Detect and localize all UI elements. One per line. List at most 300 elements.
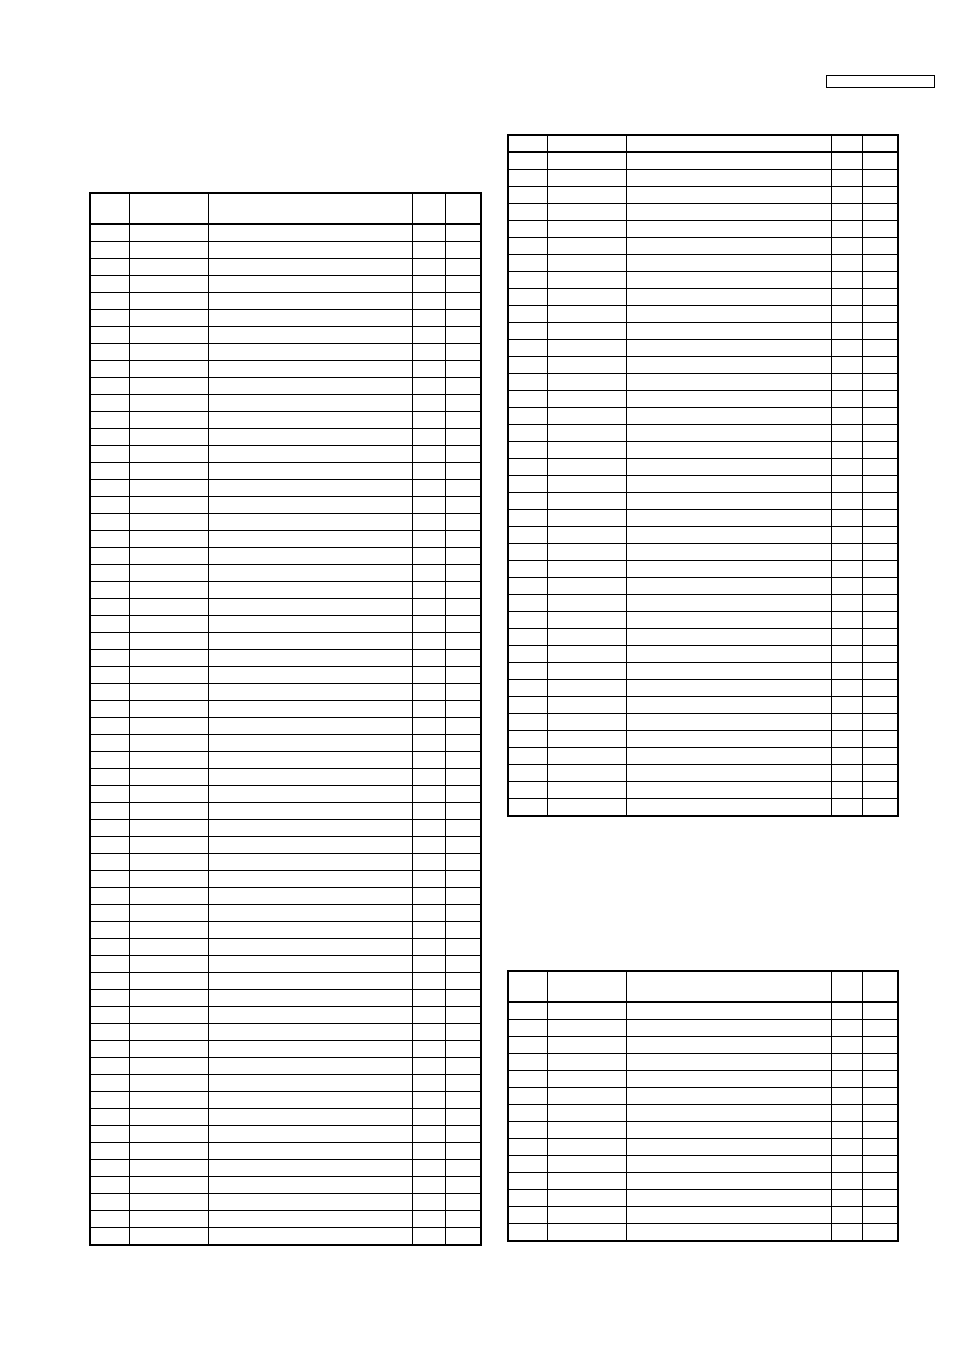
- table-cell: [626, 1020, 831, 1037]
- table-cell: [508, 1156, 547, 1173]
- table-cell: [547, 493, 626, 510]
- table-cell: [626, 357, 831, 374]
- column-header: [862, 971, 898, 1002]
- table-cell: [445, 871, 481, 888]
- table-cell: [862, 697, 898, 714]
- table-row: [90, 1058, 481, 1075]
- table-row: [90, 259, 481, 276]
- table-cell: [412, 429, 445, 446]
- table-cell: [862, 799, 898, 817]
- table-cell: [208, 497, 412, 514]
- table-cell: [626, 340, 831, 357]
- table-cell: [547, 255, 626, 272]
- table-cell: [831, 289, 862, 306]
- table-cell: [508, 1020, 547, 1037]
- table-cell: [412, 531, 445, 548]
- table-cell: [831, 578, 862, 595]
- table-cell: [208, 548, 412, 565]
- table-cell: [862, 1156, 898, 1173]
- table-cell: [626, 152, 831, 170]
- table-cell: [412, 769, 445, 786]
- table-cell: [508, 459, 547, 476]
- table-cell: [412, 752, 445, 769]
- table-cell: [862, 1105, 898, 1122]
- column-header: [129, 193, 208, 224]
- table-header-row: [90, 193, 481, 224]
- column-header: [831, 135, 862, 152]
- table-row: [90, 1160, 481, 1177]
- table-row: [90, 854, 481, 871]
- table-cell: [862, 527, 898, 544]
- table-cell: [129, 701, 208, 718]
- table-row: [508, 1139, 898, 1156]
- table-cell: [208, 888, 412, 905]
- table-cell: [445, 718, 481, 735]
- table-row: [90, 1024, 481, 1041]
- table-row: [90, 242, 481, 259]
- table-cell: [626, 476, 831, 493]
- table-cell: [547, 442, 626, 459]
- table-cell: [547, 170, 626, 187]
- table-cell: [445, 276, 481, 293]
- column-header: [547, 971, 626, 1002]
- table-cell: [208, 565, 412, 582]
- table-cell: [129, 650, 208, 667]
- table-cell: [129, 1228, 208, 1246]
- table-cell: [90, 361, 129, 378]
- table-cell: [90, 786, 129, 803]
- table-cell: [129, 599, 208, 616]
- table-cell: [208, 259, 412, 276]
- table-cell: [831, 1054, 862, 1071]
- table-cell: [208, 1007, 412, 1024]
- table-cell: [445, 531, 481, 548]
- table-cell: [90, 820, 129, 837]
- table-cell: [831, 1156, 862, 1173]
- table-cell: [208, 1126, 412, 1143]
- table-cell: [831, 357, 862, 374]
- table-cell: [129, 1092, 208, 1109]
- table-cell: [445, 1041, 481, 1058]
- parts-table-left: [89, 192, 482, 1246]
- table-cell: [862, 1020, 898, 1037]
- table-cell: [412, 378, 445, 395]
- table-cell: [90, 514, 129, 531]
- table-cell: [412, 412, 445, 429]
- table-cell: [862, 493, 898, 510]
- table-cell: [862, 1054, 898, 1071]
- table-cell: [831, 1122, 862, 1139]
- table-row: [90, 922, 481, 939]
- table-cell: [90, 1092, 129, 1109]
- table-row: [508, 663, 898, 680]
- table-cell: [412, 242, 445, 259]
- table-cell: [129, 752, 208, 769]
- table-row: [508, 425, 898, 442]
- table-cell: [208, 446, 412, 463]
- table-cell: [831, 561, 862, 578]
- table-cell: [90, 1211, 129, 1228]
- table-cell: [831, 1139, 862, 1156]
- table-cell: [508, 187, 547, 204]
- table-cell: [90, 1228, 129, 1246]
- table-cell: [90, 752, 129, 769]
- table-cell: [508, 152, 547, 170]
- table-cell: [508, 697, 547, 714]
- table-cell: [90, 1177, 129, 1194]
- table-cell: [626, 204, 831, 221]
- table-cell: [547, 357, 626, 374]
- table-row: [508, 782, 898, 799]
- table-cell: [90, 412, 129, 429]
- table-row: [90, 1143, 481, 1160]
- table-cell: [412, 803, 445, 820]
- table-cell: [547, 425, 626, 442]
- table-cell: [626, 1088, 831, 1105]
- table-cell: [547, 1224, 626, 1242]
- table-cell: [90, 1143, 129, 1160]
- table-row: [90, 224, 481, 242]
- table-cell: [445, 582, 481, 599]
- table-row: [90, 565, 481, 582]
- table-cell: [445, 854, 481, 871]
- table-row: [90, 973, 481, 990]
- table-cell: [547, 340, 626, 357]
- table-cell: [90, 871, 129, 888]
- table-cell: [508, 1190, 547, 1207]
- table-cell: [208, 939, 412, 956]
- table-cell: [412, 1007, 445, 1024]
- table-cell: [445, 905, 481, 922]
- table-cell: [626, 289, 831, 306]
- table-cell: [862, 306, 898, 323]
- table-row: [90, 1194, 481, 1211]
- table-cell: [445, 497, 481, 514]
- table-cell: [626, 272, 831, 289]
- table-cell: [129, 1177, 208, 1194]
- table-cell: [626, 697, 831, 714]
- table-cell: [129, 361, 208, 378]
- table-cell: [208, 582, 412, 599]
- table-cell: [412, 956, 445, 973]
- table-cell: [547, 612, 626, 629]
- table-cell: [445, 735, 481, 752]
- table-cell: [445, 310, 481, 327]
- table-cell: [129, 412, 208, 429]
- table-cell: [90, 956, 129, 973]
- table-cell: [129, 1194, 208, 1211]
- table-cell: [129, 939, 208, 956]
- column-header: [508, 971, 547, 1002]
- table-cell: [831, 323, 862, 340]
- table-cell: [547, 510, 626, 527]
- table-row: [90, 1007, 481, 1024]
- table-cell: [508, 170, 547, 187]
- table-cell: [445, 548, 481, 565]
- table-row: [508, 493, 898, 510]
- table-cell: [412, 276, 445, 293]
- table-cell: [508, 1139, 547, 1156]
- table-cell: [626, 493, 831, 510]
- table-cell: [208, 905, 412, 922]
- table-cell: [445, 769, 481, 786]
- table-cell: [129, 242, 208, 259]
- table-cell: [547, 714, 626, 731]
- table-row: [90, 531, 481, 548]
- table-cell: [129, 888, 208, 905]
- table-cell: [862, 561, 898, 578]
- table-cell: [129, 259, 208, 276]
- table-cell: [547, 1054, 626, 1071]
- table-row: [90, 429, 481, 446]
- table-row: [90, 361, 481, 378]
- table-cell: [412, 786, 445, 803]
- table-cell: [508, 408, 547, 425]
- table-cell: [547, 663, 626, 680]
- table-cell: [90, 888, 129, 905]
- table-cell: [626, 306, 831, 323]
- table-cell: [831, 340, 862, 357]
- table-cell: [90, 939, 129, 956]
- table-cell: [129, 871, 208, 888]
- table-cell: [626, 544, 831, 561]
- table-cell: [412, 820, 445, 837]
- table-cell: [626, 221, 831, 238]
- table-row: [90, 480, 481, 497]
- table-cell: [547, 629, 626, 646]
- table-cell: [208, 769, 412, 786]
- table-cell: [862, 408, 898, 425]
- table-cell: [445, 956, 481, 973]
- table-row: [508, 612, 898, 629]
- table-row: [508, 152, 898, 170]
- table-cell: [445, 1228, 481, 1246]
- table-cell: [208, 633, 412, 650]
- table-cell: [626, 425, 831, 442]
- table-cell: [508, 765, 547, 782]
- table-cell: [831, 1207, 862, 1224]
- table-cell: [626, 1139, 831, 1156]
- table-cell: [90, 395, 129, 412]
- table-cell: [626, 646, 831, 663]
- table-row: [508, 680, 898, 697]
- table-cell: [129, 429, 208, 446]
- table-cell: [412, 565, 445, 582]
- table-cell: [862, 221, 898, 238]
- table-cell: [862, 1071, 898, 1088]
- table-cell: [129, 1160, 208, 1177]
- table-cell: [445, 1211, 481, 1228]
- table-cell: [208, 735, 412, 752]
- table-row: [508, 238, 898, 255]
- table-cell: [862, 731, 898, 748]
- table-cell: [129, 1211, 208, 1228]
- table-cell: [208, 531, 412, 548]
- table-row: [90, 684, 481, 701]
- table-row: [508, 1020, 898, 1037]
- table-cell: [831, 255, 862, 272]
- table-cell: [445, 1160, 481, 1177]
- table-cell: [208, 1075, 412, 1092]
- table-row: [90, 446, 481, 463]
- table-cell: [445, 701, 481, 718]
- table-cell: [862, 152, 898, 170]
- table-cell: [831, 1002, 862, 1020]
- table-cell: [90, 837, 129, 854]
- table-cell: [412, 480, 445, 497]
- table-cell: [831, 408, 862, 425]
- table-cell: [831, 1105, 862, 1122]
- table-cell: [547, 289, 626, 306]
- table-cell: [862, 187, 898, 204]
- table-cell: [831, 152, 862, 170]
- table-cell: [208, 667, 412, 684]
- table-cell: [862, 391, 898, 408]
- table-cell: [862, 578, 898, 595]
- table-cell: [445, 684, 481, 701]
- table-row: [508, 340, 898, 357]
- table-cell: [626, 629, 831, 646]
- table-cell: [90, 548, 129, 565]
- table-cell: [208, 276, 412, 293]
- table-row: [90, 1211, 481, 1228]
- table-cell: [445, 973, 481, 990]
- table-row: [508, 1088, 898, 1105]
- table-cell: [445, 616, 481, 633]
- table-cell: [626, 612, 831, 629]
- table-cell: [508, 442, 547, 459]
- column-header: [626, 971, 831, 1002]
- table-row: [508, 629, 898, 646]
- table-row: [90, 752, 481, 769]
- table-row: [508, 255, 898, 272]
- table-row: [508, 1207, 898, 1224]
- table-cell: [412, 514, 445, 531]
- table-row: [90, 1109, 481, 1126]
- table-cell: [626, 561, 831, 578]
- table-cell: [90, 446, 129, 463]
- table-row: [90, 395, 481, 412]
- table-cell: [412, 1024, 445, 1041]
- table-row: [90, 1075, 481, 1092]
- table-cell: [508, 578, 547, 595]
- column-header: [547, 135, 626, 152]
- table-cell: [508, 714, 547, 731]
- table-cell: [508, 391, 547, 408]
- table-cell: [208, 922, 412, 939]
- table-cell: [445, 1126, 481, 1143]
- table-cell: [208, 837, 412, 854]
- table-cell: [208, 803, 412, 820]
- table-cell: [445, 327, 481, 344]
- table-cell: [129, 1109, 208, 1126]
- table-row: [90, 276, 481, 293]
- table-cell: [208, 684, 412, 701]
- table-cell: [508, 663, 547, 680]
- table-cell: [831, 799, 862, 817]
- table-cell: [129, 956, 208, 973]
- table-cell: [208, 1194, 412, 1211]
- table-cell: [445, 480, 481, 497]
- table-row: [90, 344, 481, 361]
- table-cell: [445, 242, 481, 259]
- table-cell: [445, 224, 481, 242]
- table-cell: [547, 323, 626, 340]
- table-cell: [831, 187, 862, 204]
- table-cell: [831, 1020, 862, 1037]
- table-cell: [831, 204, 862, 221]
- table-cell: [208, 463, 412, 480]
- table-cell: [831, 527, 862, 544]
- table-cell: [626, 731, 831, 748]
- table-row: [508, 1173, 898, 1190]
- table-row: [90, 378, 481, 395]
- table-cell: [626, 1190, 831, 1207]
- table-cell: [445, 1143, 481, 1160]
- table-cell: [862, 442, 898, 459]
- table-cell: [547, 1207, 626, 1224]
- table-cell: [862, 1139, 898, 1156]
- table-cell: [626, 323, 831, 340]
- table-row: [508, 731, 898, 748]
- column-header: [445, 193, 481, 224]
- table-cell: [90, 1024, 129, 1041]
- table-cell: [626, 748, 831, 765]
- table-cell: [626, 680, 831, 697]
- table-cell: [626, 1122, 831, 1139]
- table-cell: [129, 565, 208, 582]
- table-cell: [831, 663, 862, 680]
- table-cell: [208, 1092, 412, 1109]
- parts-table-right-bottom: [507, 970, 899, 1242]
- table-cell: [445, 650, 481, 667]
- table-row: [90, 1041, 481, 1058]
- table-row: [90, 293, 481, 310]
- table-cell: [208, 752, 412, 769]
- table-cell: [129, 1024, 208, 1041]
- table-cell: [547, 680, 626, 697]
- table-cell: [831, 595, 862, 612]
- table-cell: [90, 293, 129, 310]
- table-cell: [547, 595, 626, 612]
- table-row: [90, 463, 481, 480]
- table-cell: [831, 544, 862, 561]
- table-row: [508, 1071, 898, 1088]
- table-cell: [831, 612, 862, 629]
- table-cell: [862, 663, 898, 680]
- table-cell: [208, 599, 412, 616]
- table-cell: [445, 412, 481, 429]
- table-cell: [208, 310, 412, 327]
- table-cell: [129, 667, 208, 684]
- table-cell: [547, 527, 626, 544]
- table-cell: [445, 599, 481, 616]
- table-row: [508, 544, 898, 561]
- table-cell: [626, 238, 831, 255]
- table-cell: [90, 803, 129, 820]
- table-header-row: [508, 135, 898, 152]
- table-cell: [862, 510, 898, 527]
- table-cell: [412, 446, 445, 463]
- table-cell: [862, 629, 898, 646]
- table-cell: [412, 667, 445, 684]
- table-cell: [831, 1190, 862, 1207]
- table-cell: [547, 1071, 626, 1088]
- table-cell: [862, 340, 898, 357]
- table-cell: [626, 1054, 831, 1071]
- table-cell: [862, 289, 898, 306]
- table-cell: [90, 922, 129, 939]
